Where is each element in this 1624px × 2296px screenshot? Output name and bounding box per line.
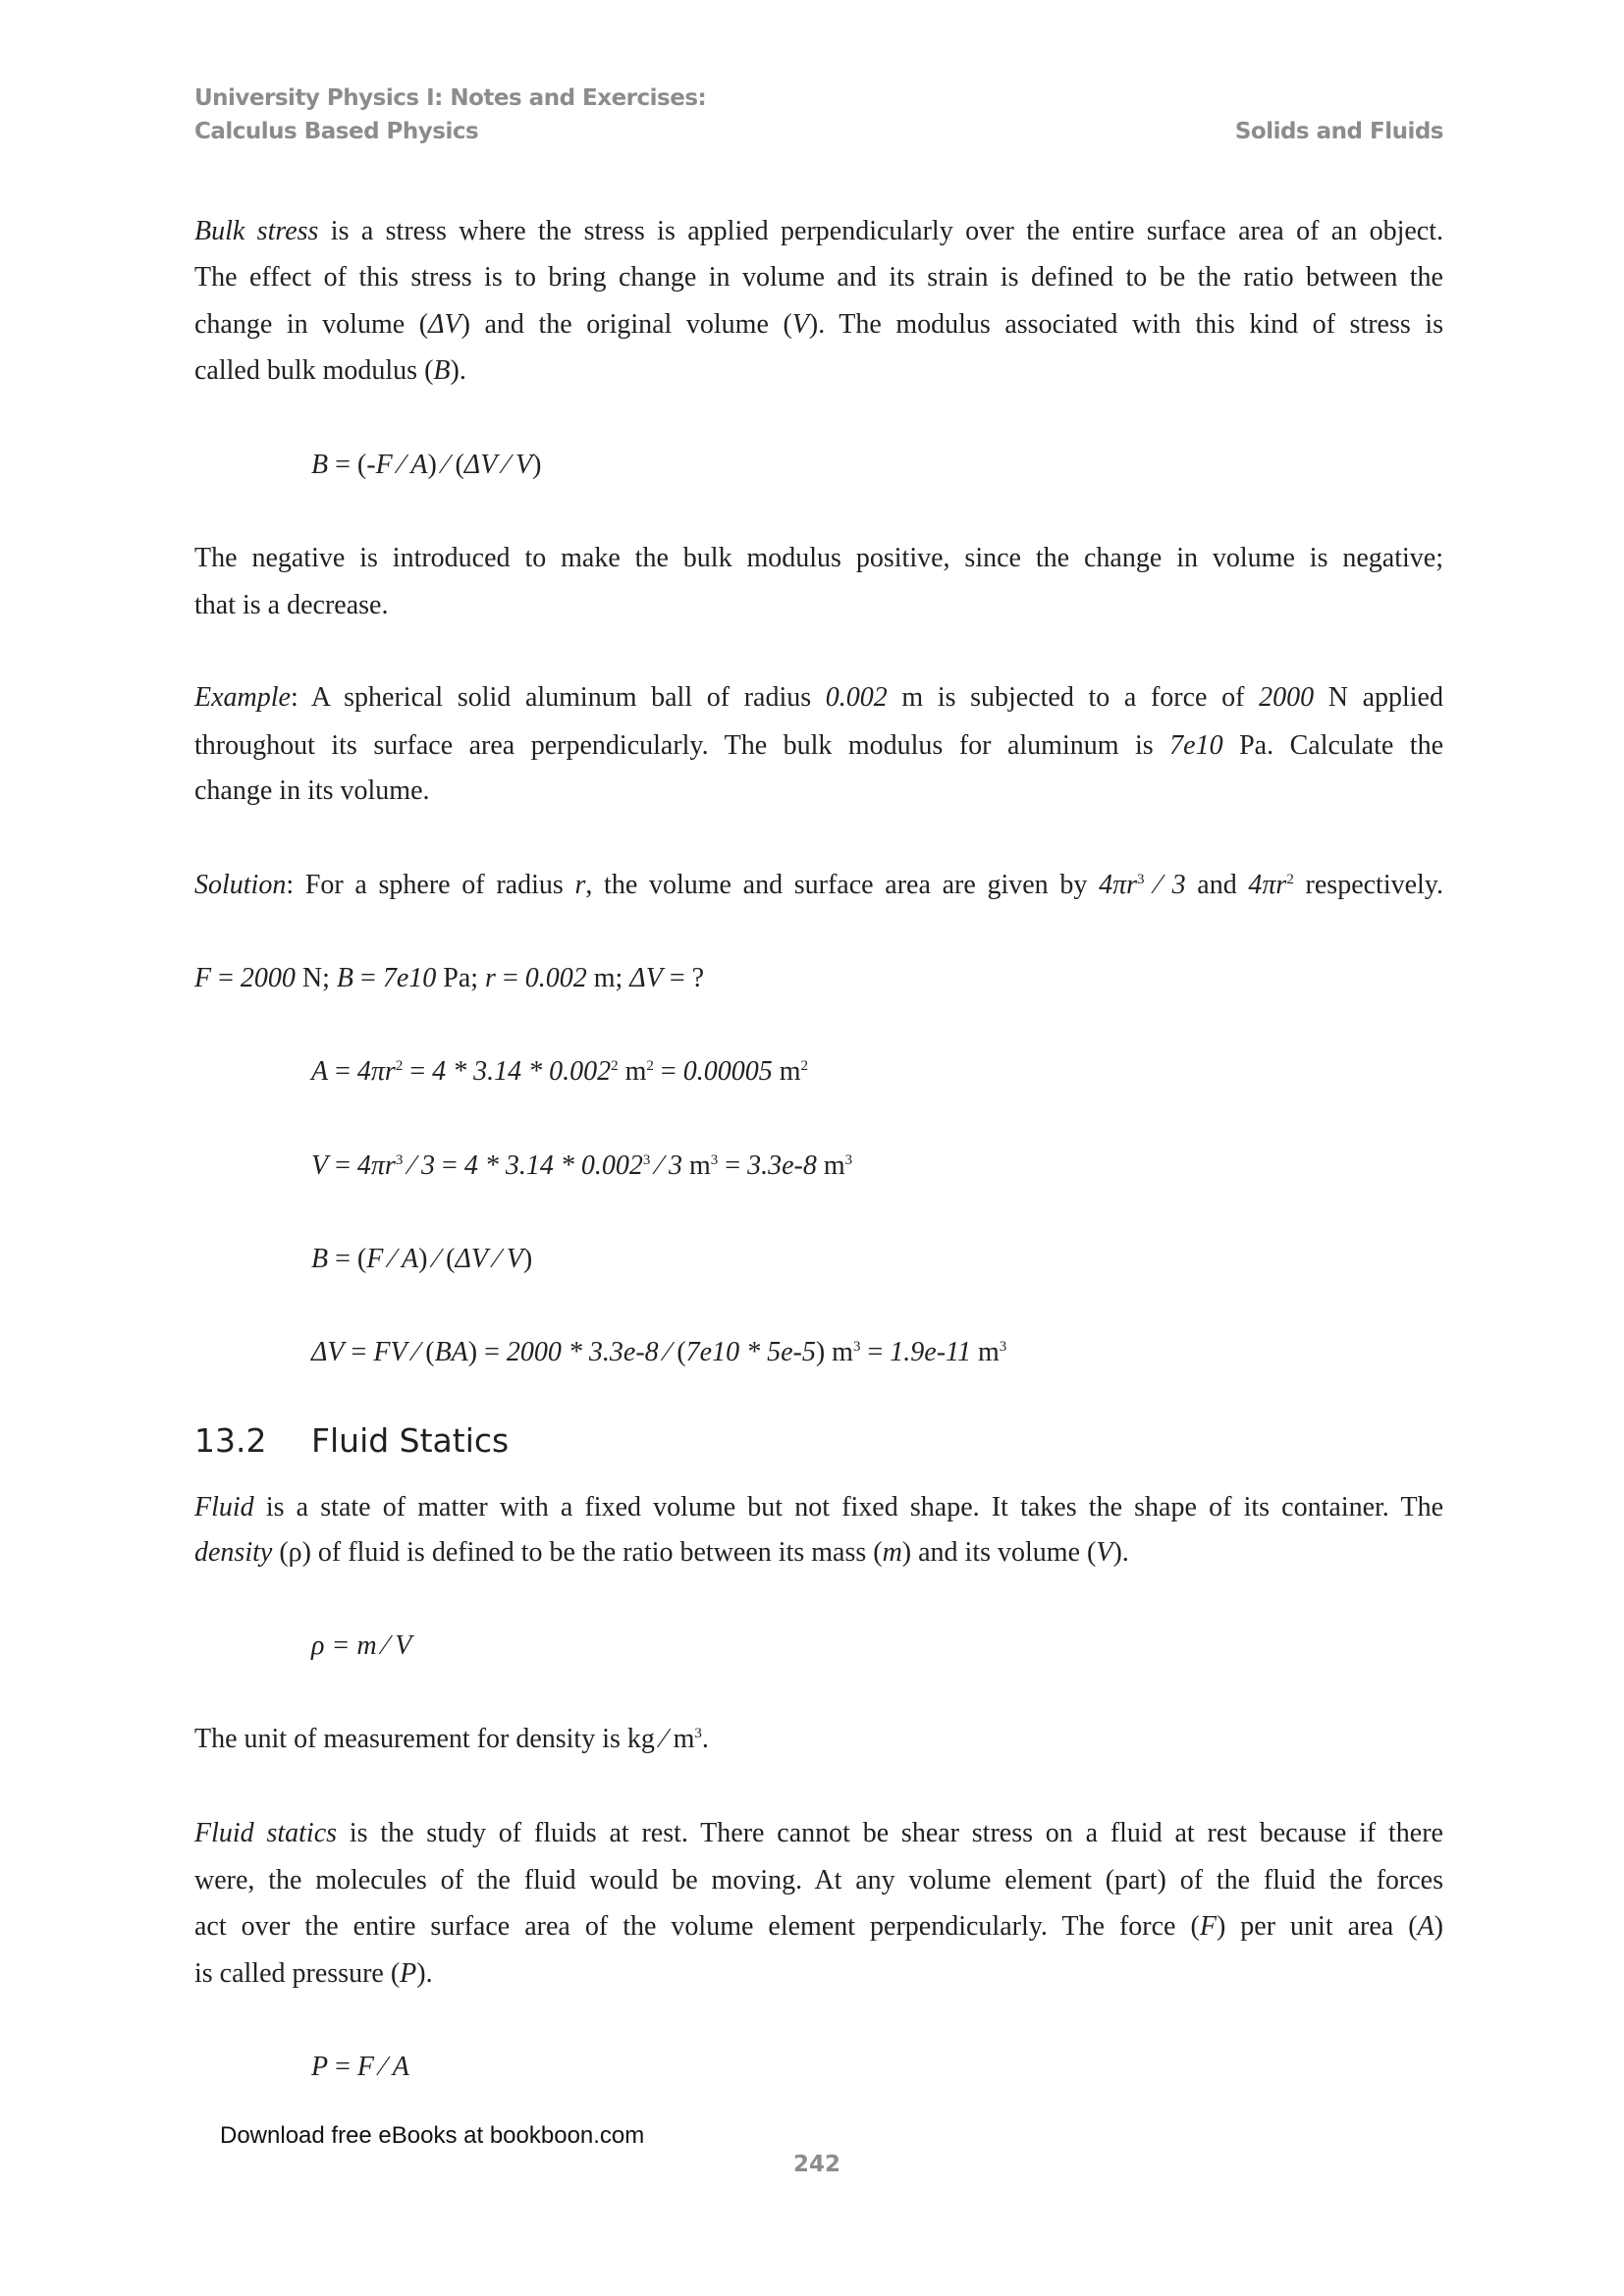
download-link[interactable]: Download free eBooks at bookboon.com: [220, 2122, 645, 2149]
text: , the volume and surface area are given by: [585, 870, 1100, 900]
text: The unit of measurement for density is kg ⁄ m: [194, 1724, 695, 1754]
text: : For a sphere of radius: [286, 870, 575, 900]
paragraph-line: [194, 308, 1443, 342]
italic-text: 4πr: [356, 1056, 396, 1087]
superscript: 3: [999, 1339, 1007, 1355]
italic-text: ΔV: [428, 309, 461, 340]
paragraph-line: [194, 1723, 1443, 1756]
text: ⁄: [488, 1244, 507, 1274]
italic-text: BA: [434, 1337, 468, 1367]
equation-delta-v: [311, 1336, 1006, 1369]
italic-text: F: [375, 450, 393, 480]
text: =: [328, 2052, 357, 2082]
text: m: [816, 1150, 845, 1181]
text: m is subjected to a force of: [887, 682, 1260, 713]
text: ⁄: [392, 450, 411, 480]
text: is a stress where the stress is applied perpendicularly over the entire surface area of an object.: [318, 216, 1443, 246]
text: ): [1434, 1911, 1443, 1942]
paragraph-line: [194, 1957, 1443, 1991]
italic-text: ΔV: [629, 963, 663, 993]
text: =: [718, 1150, 748, 1181]
text: : A spherical solid aluminum ball of radius: [290, 682, 826, 713]
italic-text: 0.002: [524, 963, 587, 993]
italic-text: F: [194, 963, 212, 993]
italic-text: V: [791, 309, 809, 340]
text: N applied: [1314, 682, 1443, 713]
italic-text: Fluid: [194, 1492, 254, 1522]
superscript: 2: [646, 1058, 654, 1074]
italic-text: A: [410, 450, 428, 480]
text: =: [211, 963, 241, 993]
paragraph-line: [194, 261, 1443, 294]
text: =: [353, 963, 383, 993]
text: ⁄: [374, 2052, 393, 2082]
text: change in its volume.: [194, 775, 430, 806]
italic-text: r: [574, 870, 586, 900]
text: is a state of matter with a fixed volume but not fixed shape. It takes the shape of its container. The: [253, 1492, 1443, 1522]
text: ) =: [467, 1337, 507, 1367]
text: .: [701, 1724, 709, 1754]
italic-text: 3.3e-8: [747, 1150, 817, 1181]
text: ): [522, 1244, 533, 1274]
text: m: [772, 1056, 801, 1087]
italic-text: P: [400, 1958, 417, 1989]
italic-text: 0.002: [825, 682, 888, 713]
text: (ρ) of fluid is defined to be the ratio between its mass (: [272, 1537, 883, 1568]
equation-density: [311, 1629, 411, 1663]
italic-text: F: [356, 2052, 375, 2082]
paragraph-line: [194, 589, 1443, 622]
text: m: [618, 1056, 647, 1087]
italic-text: 0.00005: [682, 1056, 773, 1087]
text: ⁄ (: [658, 1337, 686, 1367]
given-values: [194, 962, 1443, 995]
text: ) ⁄ (: [427, 450, 464, 480]
italic-text: V: [506, 1244, 523, 1274]
text: called bulk modulus (: [194, 355, 434, 386]
italic-text: m: [882, 1537, 902, 1568]
page-number: 242: [792, 2152, 840, 2177]
text: =: [653, 1056, 683, 1087]
running-header-chapter: Solids and Fluids: [1234, 119, 1443, 144]
italic-text: Example: [194, 682, 291, 713]
italic-text: B: [433, 355, 451, 386]
example-line: [194, 774, 1443, 808]
equation-area: [311, 1055, 808, 1089]
text: that is a decrease.: [194, 590, 389, 620]
italic-text: 2000: [240, 963, 296, 993]
text: ⁄: [497, 450, 516, 480]
text: ⁄: [383, 1244, 403, 1274]
italic-text: ⁄ 3: [1144, 870, 1186, 900]
paragraph-line: [194, 1910, 1443, 1944]
superscript: 2: [611, 1058, 619, 1074]
text: ). The modulus associated with this kind of stress is: [808, 309, 1444, 340]
italic-text: A: [402, 1244, 419, 1274]
text: ).: [1112, 1537, 1129, 1568]
text: ).: [450, 355, 466, 386]
text: =: [403, 1056, 433, 1087]
italic-text: ρ = m ⁄ V: [311, 1630, 412, 1661]
paragraph-line: [194, 354, 1443, 388]
paragraph-line: [194, 1864, 1443, 1897]
superscript: 3: [852, 1339, 861, 1355]
text: Pa. Calculate the: [1222, 730, 1444, 761]
text: m: [682, 1150, 711, 1181]
italic-text: A: [392, 2052, 409, 2082]
italic-text: A: [1417, 1911, 1435, 1942]
text: ) and its volume (: [901, 1537, 1097, 1568]
italic-text: A: [311, 1056, 329, 1087]
solution-line: [194, 869, 1443, 902]
equation-bulk-modulus-2: [311, 1243, 532, 1276]
text: N;: [295, 963, 337, 993]
superscript: 2: [800, 1058, 808, 1074]
superscript: 3: [694, 1726, 702, 1741]
text: The negative is introduced to make the bulk modulus positive, since the change in volume is negative;: [194, 543, 1443, 573]
section-title: Fluid Statics: [311, 1421, 510, 1460]
superscript: 2: [395, 1058, 404, 1074]
text: Pa;: [436, 963, 486, 993]
italic-text: FV: [373, 1337, 407, 1367]
superscript: 3: [395, 1152, 404, 1168]
italic-text: ΔV: [463, 450, 498, 480]
italic-text: r: [485, 963, 496, 993]
superscript: 3: [844, 1152, 853, 1168]
italic-text: 4πr: [1099, 870, 1137, 900]
text: is called pressure (: [194, 1958, 401, 1989]
text: ) ⁄ (: [418, 1244, 456, 1274]
text: m: [970, 1337, 1000, 1367]
italic-text: ΔV: [311, 1337, 345, 1367]
text: were, the molecules of the fluid would be moving. At any volume element (part) of the fluid the forces: [194, 1865, 1443, 1896]
equation-volume: [311, 1149, 852, 1183]
italic-text: B: [311, 1244, 329, 1274]
example-line: [194, 729, 1443, 763]
text: ).: [416, 1958, 433, 1989]
text: =: [495, 963, 525, 993]
italic-text: 4πr: [1248, 870, 1287, 900]
text: = (-: [328, 450, 376, 480]
italic-text: 2000 * 3.3e-8: [506, 1337, 659, 1367]
text: =: [860, 1337, 891, 1367]
italic-text: ΔV: [455, 1244, 489, 1274]
text: =: [328, 1150, 357, 1181]
text: The effect of this stress is to bring change in volume and its strain is defined to be the ratio between the: [194, 262, 1443, 293]
text: change in volume (: [194, 309, 429, 340]
italic-text: ⁄ 3: [650, 1150, 683, 1181]
superscript: 3: [642, 1152, 651, 1168]
text: act over the entire surface area of the volume element perpendicularly. The force (: [194, 1911, 1200, 1942]
text: m;: [586, 963, 630, 993]
text: ) m: [815, 1337, 853, 1367]
paragraph-line: [194, 1817, 1443, 1850]
section-number: 13.2: [194, 1421, 267, 1460]
text: ) per unit area (: [1216, 1911, 1418, 1942]
italic-text: 7e10 * 5e-5: [685, 1337, 816, 1367]
italic-text: 4πr: [356, 1150, 396, 1181]
text: =: [328, 1056, 357, 1087]
text: = ?: [662, 963, 705, 993]
text: ) and the original volume (: [460, 309, 792, 340]
italic-text: F: [366, 1244, 384, 1274]
italic-text: 7e10: [1169, 730, 1223, 761]
italic-text: B: [336, 963, 354, 993]
italic-text: 2000: [1259, 682, 1315, 713]
italic-text: 1.9e-11: [890, 1337, 971, 1367]
italic-text: Bulk stress: [194, 216, 319, 246]
italic-text: P: [311, 2052, 329, 2082]
text: ): [532, 450, 542, 480]
text: throughout its surface area perpendicularly. The bulk modulus for aluminum is: [194, 730, 1170, 761]
text: =: [344, 1337, 374, 1367]
equation-bulk-modulus: [311, 449, 541, 482]
running-header-title-line1: University Physics I: Notes and Exercises:: [194, 85, 707, 111]
italic-text: V: [1096, 1537, 1113, 1568]
italic-text: density: [194, 1537, 273, 1568]
paragraph-line: [194, 1491, 1443, 1524]
text: respectively.: [1293, 870, 1443, 900]
italic-text: 7e10: [382, 963, 437, 993]
superscript: 3: [710, 1152, 719, 1168]
text: =: [435, 1150, 464, 1181]
italic-text: F: [1199, 1911, 1217, 1942]
text: ⁄ (: [406, 1337, 435, 1367]
equation-pressure: [311, 2051, 409, 2084]
italic-text: B: [311, 450, 329, 480]
italic-text: 4 * 3.14 * 0.002: [463, 1150, 643, 1181]
italic-text: V: [515, 450, 533, 480]
italic-text: ⁄ 3: [403, 1150, 436, 1181]
paragraph-line: [194, 1536, 1443, 1570]
example-line: [194, 681, 1443, 715]
running-header-title-line2: Calculus Based Physics: [194, 119, 479, 144]
paragraph-line: [194, 542, 1443, 575]
text: = (: [328, 1244, 367, 1274]
paragraph-line: [194, 215, 1443, 248]
italic-text: 4 * 3.14 * 0.002: [432, 1056, 612, 1087]
text: and: [1185, 870, 1249, 900]
text: is the study of fluids at rest. There cannot be shear stress on a fluid at rest because if there: [337, 1818, 1443, 1848]
superscript: 2: [1286, 872, 1294, 887]
italic-text: V: [311, 1150, 329, 1181]
italic-text: Fluid statics: [194, 1818, 338, 1848]
superscript: 3: [1137, 872, 1145, 887]
italic-text: Solution: [194, 870, 287, 900]
